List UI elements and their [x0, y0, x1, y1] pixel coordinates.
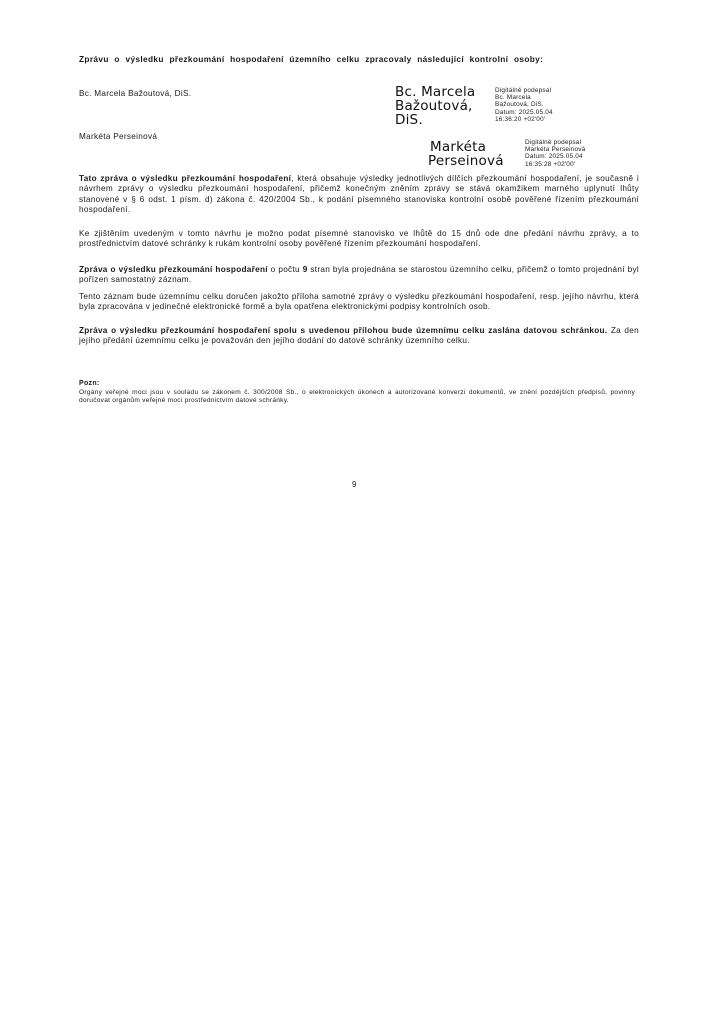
paragraph-2: [79, 229, 639, 250]
signature-name-line-1: Markéta: [430, 139, 487, 155]
signature-detail-line: Datum: 2025.05.04: [525, 153, 583, 161]
signature-detail-line: Bc. Marcela: [495, 94, 531, 102]
page-number: 9: [352, 480, 357, 489]
signature-detail-line: Digitálně podepsal: [525, 139, 582, 146]
signature-name-line-2: Bažoutová,: [395, 98, 473, 114]
signature-name-line-3: DiS.: [395, 112, 423, 128]
paragraph-5: [79, 326, 639, 347]
paragraph-bold-text: Zpráva o výsledku přezkoumání hospodaření spolu s uvedenou přílohou bude územnímu celku zaslána datovou schránkou.: [79, 326, 608, 335]
paragraph-bold-text: Tato zpráva o výsledku přezkoumání hospodaření: [79, 174, 292, 183]
paragraph-text: o počtu: [267, 265, 303, 274]
paragraph-text: Za den jejího předání územnímu celku je považován den jejího dodání do datové schránky územního celku.: [79, 326, 639, 346]
signature-details-1: [495, 87, 553, 123]
paragraph-4: [79, 292, 639, 313]
signer-name-2: Markéta Perseinová: [79, 132, 158, 141]
signature-detail-line: Markéta Perseinová: [525, 146, 586, 154]
signer-name-1: Bc. Marcela Bažoutová, DiS.: [79, 89, 192, 98]
paragraph-1: [79, 174, 639, 216]
signature-detail-line: Digitálně podepsal: [495, 87, 552, 94]
signature-detail-line: 16:35:28 +02'00': [525, 160, 576, 168]
note-body: Orgány veřejné moci jsou v souladu se zákonem č. 300/2008 Sb., o elektronických úkonech a autorizované konverzi dokumentů, ve znění pozdějších předpisů, povinny doručovat orgánům veřejné moci prostřednictvím datové schránky.: [79, 389, 635, 405]
paragraph-text: Tento záznam bude územnímu celku doručen jakožto příloha samotné zprávy o výsledku přezkoumání hospodaření, resp. jejího návrhu, která byla zpracována v jedinečné elektronické formě a byla opatřena elektronickými podpisy kontrolních osob.: [79, 292, 639, 312]
signature-detail-line: Datum: 2025.05.04: [495, 108, 553, 116]
paragraph-text: stran byla projednána se starostou územního celku, přičemž o tomto projednání byl pořízen samostatný záznam.: [79, 265, 639, 285]
paragraph-bold-text: Zpráva o výsledku přezkoumání hospodaření: [79, 265, 268, 274]
paragraph-text: Ke zjištěním uvedeným v tomto návrhu je možno podat písemné stanovisko ve lhůtě do 15 dnů ode dne předání návrhu zprávy, a to prostřednictvím datové schránky k rukám kontrolní osoby pověřené řízením přezkoumání hospodaření.: [79, 229, 639, 249]
page-count: 9: [302, 265, 308, 274]
signature-detail-line: 16:36:20 +02'00': [495, 115, 546, 123]
signature-name-line-1: Bc. Marcela: [395, 84, 476, 100]
signature-detail-line: Bažoutová, DiS.: [495, 101, 544, 109]
signature-details-2: [525, 139, 585, 168]
signature-name-line-2: Perseinová: [428, 153, 504, 169]
signers-heading: Zprávu o výsledku přezkoumání hospodaření územního celku zpracovaly následující kontrolní osoby:: [79, 54, 544, 64]
paragraph-text: , která obsahuje výsledky jednotlivých dílčích přezkoumání hospodaření, je současně i návrhem zprávy o výsledku přezkoumání hospodaření, přičemž konečným zněním zprávy se stává okamžikem marného uplynutí lhůty stanovené v § 6 odst. 1 písm. d) zákona č. 420/2004 Sb., k podání písemného stanoviska kontrolní osobě pověřené řízením přezkoumání hospodaření.: [79, 174, 640, 215]
paragraph-3: [79, 265, 639, 286]
note-title: Pozn:: [79, 380, 100, 387]
